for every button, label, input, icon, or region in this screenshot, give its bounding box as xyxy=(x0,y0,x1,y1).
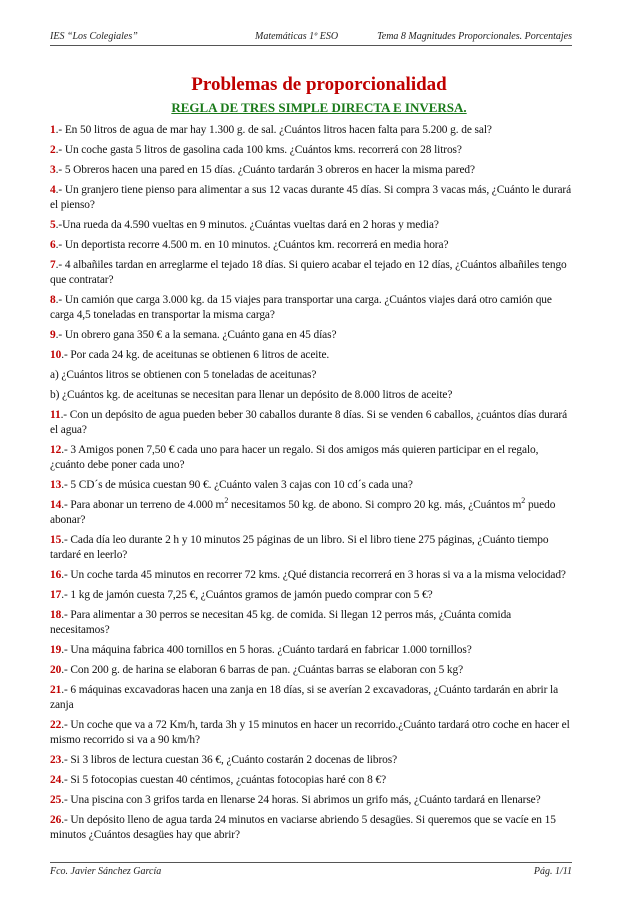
problem-number: 13 xyxy=(50,479,62,491)
problem-number: 22 xyxy=(50,719,62,731)
problem-separator: .- xyxy=(55,184,65,196)
problem-item xyxy=(50,143,572,158)
problem-text: a) ¿Cuántos litros se obtienen con 5 toneladas de aceitunas? xyxy=(50,369,317,381)
problem-text: Una piscina con 3 grifos tarda en llenarse 24 horas. Si abrimos un grifo más, ¿Cuánto tardará en llenarse? xyxy=(70,794,541,806)
problem-text: Un camión que carga 3.000 kg. da 15 viajes para transportar una carga. ¿Cuántos viajes dará otro camión que carga 4,5 toneladas en transportar la misma carga? xyxy=(50,294,552,321)
problem-separator: .- xyxy=(61,814,71,826)
problem-text: 5 Obreros hacen una pared en 15 días. ¿Cuánto tardarán 3 obreros en hacer la misma pared? xyxy=(64,164,475,176)
problem-number: 17 xyxy=(50,589,62,601)
problem-separator: .- xyxy=(61,499,71,511)
problem-number: 14 xyxy=(50,499,62,511)
problem-separator: .- xyxy=(61,684,71,696)
problem-separator: .- xyxy=(61,754,71,766)
problem-number: 11 xyxy=(50,409,61,421)
problem-text: Por cada 24 kg. de aceitunas se obtienen 6 litros de aceite. xyxy=(70,349,330,361)
problem-separator: .- xyxy=(61,609,71,621)
problem-text: Para abonar un terreno de 4.000 m xyxy=(70,499,225,511)
problem-item xyxy=(50,218,572,233)
problem-separator: .- xyxy=(55,259,65,271)
problem-text: Un granjero tiene pienso para alimentar a sus 12 vacas durante 45 días. Si compra 3 vacas más, ¿Cuánto le durará el pienso? xyxy=(50,184,572,211)
problem-separator: .- xyxy=(55,124,65,136)
problem-separator: .- xyxy=(55,164,65,176)
problem-item xyxy=(50,293,572,323)
problem-text: En 50 litros de agua de mar hay 1.300 g. de sal. ¿Cuántos litros hacen falta para 5.200 g. de sal? xyxy=(64,124,492,136)
problem-number: 18 xyxy=(50,609,62,621)
problem-text: puedo abonar? xyxy=(50,499,556,526)
problem-separator: .- xyxy=(61,444,71,456)
problem-text: necesitamos 50 kg. de abono. Si compro 20 kg. más, ¿Cuántos m xyxy=(228,499,522,511)
problem-item xyxy=(50,753,572,768)
problem-number: 12 xyxy=(50,444,62,456)
problem-separator: .- xyxy=(61,569,71,581)
header-topic: Tema 8 Magnitudes Proporcionales. Porcentajes xyxy=(377,31,572,42)
problem-item xyxy=(50,443,572,473)
problem-separator: .- xyxy=(55,239,65,251)
problem-item xyxy=(50,568,572,583)
problem-item xyxy=(50,683,572,713)
problem-separator: .- xyxy=(55,219,63,231)
problem-separator: .- xyxy=(60,409,70,421)
problem-separator: .- xyxy=(61,349,71,361)
problem-item xyxy=(50,388,572,403)
problem-text: Para alimentar a 30 perros se necesitan 45 kg. de comida. Si llegan 12 perros más, ¿Cuánta comida necesitamos? xyxy=(50,609,512,636)
footer-author: Fco. Javier Sánchez García xyxy=(50,866,162,877)
problem-item xyxy=(50,123,572,138)
problem-number: 23 xyxy=(50,754,62,766)
problem-text: Una máquina fabrica 400 tornillos en 5 horas. ¿Cuánto tardará en fabricar 1.000 tornillos? xyxy=(70,644,472,656)
problem-separator: .- xyxy=(61,664,71,676)
problem-number: 10 xyxy=(50,349,62,361)
superscript-exponent: 2 xyxy=(224,496,229,506)
problem-number: 9 xyxy=(50,329,56,341)
footer-page-number: Pág. 1/11 xyxy=(533,866,572,877)
header-divider xyxy=(50,45,572,46)
problem-text: Un coche que va a 72 Km/h, tarda 3h y 15 minutos en hacer un recorrido.¿Cuánto tardará otro coche en hacer el mismo recorrido si va a 90 km/h? xyxy=(50,719,570,746)
problem-number: 20 xyxy=(50,664,62,676)
problem-separator: .- xyxy=(61,534,71,546)
problem-number: 8 xyxy=(50,294,56,306)
problem-number: 26 xyxy=(50,814,62,826)
problem-text: b) ¿Cuántos kg. de aceitunas se necesitan para llenar un depósito de 8.000 litros de aceite? xyxy=(50,389,453,401)
problem-item xyxy=(50,348,572,363)
header-subject: Matemáticas 1º ESO xyxy=(255,31,339,42)
problem-number: 2 xyxy=(50,144,56,156)
problem-text: 6 máquinas excavadoras hacen una zanja en 18 días, si se averían 2 excavadoras, ¿Cuánto tardarán en abrir la zanja xyxy=(50,684,559,711)
problem-separator: .- xyxy=(55,294,65,306)
problem-item xyxy=(50,588,572,603)
problem-item xyxy=(50,608,572,638)
problem-text: Un coche tarda 45 minutos en recorrer 72 kms. ¿Qué distancia recorrerá en 3 horas si va a la misma velocidad? xyxy=(70,569,566,581)
problem-number: 4 xyxy=(50,184,56,196)
problem-separator: .- xyxy=(61,794,71,806)
page-subtitle: REGLA DE TRES SIMPLE DIRECTA E INVERSA. xyxy=(171,100,467,115)
problem-item xyxy=(50,498,572,528)
problem-item xyxy=(50,258,572,288)
problem-separator: .- xyxy=(61,719,71,731)
problem-text: 3 Amigos ponen 7,50 € cada uno para hacer un regalo. Si dos amigos más quieren participar en el regalo, ¿cuánto debe poner cada uno? xyxy=(50,444,539,471)
problem-text: 1 kg de jamón cuesta 7,25 €, ¿Cuántos gramos de jamón puedo comprar con 5 €? xyxy=(70,589,433,601)
problem-item xyxy=(50,328,572,343)
problem-item xyxy=(50,183,572,213)
problem-number: 5 xyxy=(50,219,56,231)
problem-text: Si 5 fotocopias cuestan 40 céntimos, ¿cuántas fotocopias haré con 8 €? xyxy=(70,774,387,786)
problem-text: 4 albañiles tardan en arreglarme el tejado 18 días. Si quiero acabar el tejado en 12 días, ¿Cuántos albañiles tengo que contratar? xyxy=(50,259,567,286)
problem-separator: .- xyxy=(55,144,65,156)
problem-item xyxy=(50,773,572,788)
problem-item xyxy=(50,793,572,808)
problem-item xyxy=(50,663,572,678)
problem-text: Un depósito lleno de agua tarda 24 minutos en vaciarse abriendo 5 desagües. Si queremos que se vacíe en 15 minutos ¿Cuántos desagües hay que abrir? xyxy=(50,814,556,841)
problem-separator: .- xyxy=(55,329,65,341)
problem-text: Un obrero gana 350 € a la semana. ¿Cuánto gana en 45 días? xyxy=(64,329,337,341)
problem-text: Si 3 libros de lectura cuestan 36 €, ¿Cuánto costarán 2 docenas de libros? xyxy=(70,754,398,766)
problem-number: 3 xyxy=(50,164,56,176)
problem-number: 6 xyxy=(50,239,56,251)
problem-separator: .- xyxy=(61,589,71,601)
header-school: IES “Los Colegiales” xyxy=(50,31,138,42)
problem-separator: .- xyxy=(61,644,71,656)
problem-item xyxy=(50,238,572,253)
page-footer xyxy=(50,866,572,882)
problem-number: 24 xyxy=(50,774,62,786)
problem-text: Cada día leo durante 2 h y 10 minutos 25 páginas de un libro. Si el libro tiene 275 páginas, ¿Cuánto tiempo tardaré en leerlo? xyxy=(50,534,549,561)
problem-item xyxy=(50,163,572,178)
problem-separator: .- xyxy=(61,774,71,786)
problem-item xyxy=(50,533,572,563)
problem-number: 25 xyxy=(50,794,62,806)
problem-item xyxy=(50,368,572,383)
problem-number: 16 xyxy=(50,569,62,581)
problem-text: Un deportista recorre 4.500 m. en 10 minutos. ¿Cuántos km. recorrerá en media hora? xyxy=(64,239,449,251)
problem-item xyxy=(50,718,572,748)
superscript-exponent: 2 xyxy=(521,496,526,506)
problem-item xyxy=(50,408,572,438)
problem-item xyxy=(50,813,572,843)
problem-text: Con 200 g. de harina se elaboran 6 barras de pan. ¿Cuántas barras se elaboran con 5 kg? xyxy=(70,664,464,676)
problem-number: 15 xyxy=(50,534,62,546)
problem-number: 1 xyxy=(50,124,56,136)
problem-text: Una rueda da 4.590 vueltas en 9 minutos. ¿Cuántas vueltas dará en 2 horas y media? xyxy=(62,219,439,231)
problem-text: Un coche gasta 5 litros de gasolina cada 100 kms. ¿Cuántos kms. recorrerá con 28 litros? xyxy=(64,144,462,156)
problem-number: 7 xyxy=(50,259,56,271)
footer-divider xyxy=(50,862,572,863)
problem-list xyxy=(50,123,572,848)
problem-number: 19 xyxy=(50,644,62,656)
problem-item xyxy=(50,643,572,658)
problem-separator: .- xyxy=(61,479,71,491)
page-title: Problemas de proporcionalidad xyxy=(191,74,447,95)
problem-number: 21 xyxy=(50,684,62,696)
problem-text: Con un depósito de agua pueden beber 30 caballos durante 8 días. Si se venden 6 caballos, ¿cuántos días durará el agua? xyxy=(50,409,568,436)
problem-text: 5 CD´s de música cuestan 90 €. ¿Cuánto valen 3 cajas con 10 cd´s cada una? xyxy=(70,479,413,491)
problem-item xyxy=(50,478,572,493)
